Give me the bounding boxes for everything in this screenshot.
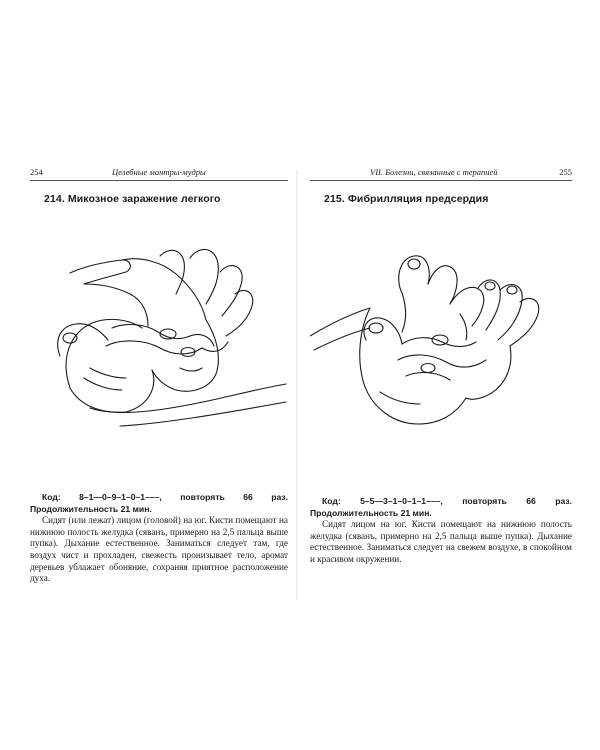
mudra-illustration-214 <box>30 228 288 478</box>
mudra-illustration-215 <box>310 228 572 478</box>
right-running-title: VII. Болезни, связанные с терапией <box>370 167 498 177</box>
left-running-head <box>30 166 288 181</box>
book-gutter <box>296 170 298 600</box>
right-code-line <box>310 496 572 519</box>
right-body-text: Сидят лицом на юг. Кисти помещают на нижнюю полость желудка (сяванъ, примерно на 2,5 пальца выше пупка). Дыхание естественное. Заниматься следует на свежем воздухе, в спокойном и красивом окружении. <box>310 519 572 564</box>
right-section-heading: 215. Фибрилляция предсердия <box>324 193 489 205</box>
right-code-duration: 21 мин. <box>400 507 432 518</box>
left-section-heading: 214. Микозное заражение легкого <box>44 193 221 205</box>
left-page <box>30 166 288 606</box>
left-code-duration: 21 мин. <box>120 503 152 514</box>
right-code-prefix: Код: 5–5—3–1–0–1–1–––, повторять 66 раз. Продолжительность <box>310 496 572 518</box>
left-running-title: Целебные мантры-мудры <box>112 167 206 177</box>
left-page-number: 254 <box>30 167 43 177</box>
right-running-head <box>310 166 572 181</box>
left-code-line <box>30 492 288 515</box>
right-page-number: 255 <box>559 167 572 177</box>
left-code-prefix: Код: 8–1—0–9–1–0–1–––, повторять 66 раз. Продолжительность <box>30 492 288 514</box>
right-text-block <box>310 496 572 566</box>
left-text-block <box>30 492 288 585</box>
right-page <box>310 166 572 606</box>
left-body-text: Сидят (или лежат) лицом (головой) на юг. Кисти помещают на нижнюю полость желудка (сяванъ, примерно на 2,5 пальца выше пупка). Дыхание естественное. Заниматься следует там, где воздух чист и прохладен, свежесть пронизывает тело, аромат деревьев ублажает обоняние, сохраняя приятное расположение духа. <box>30 515 288 584</box>
